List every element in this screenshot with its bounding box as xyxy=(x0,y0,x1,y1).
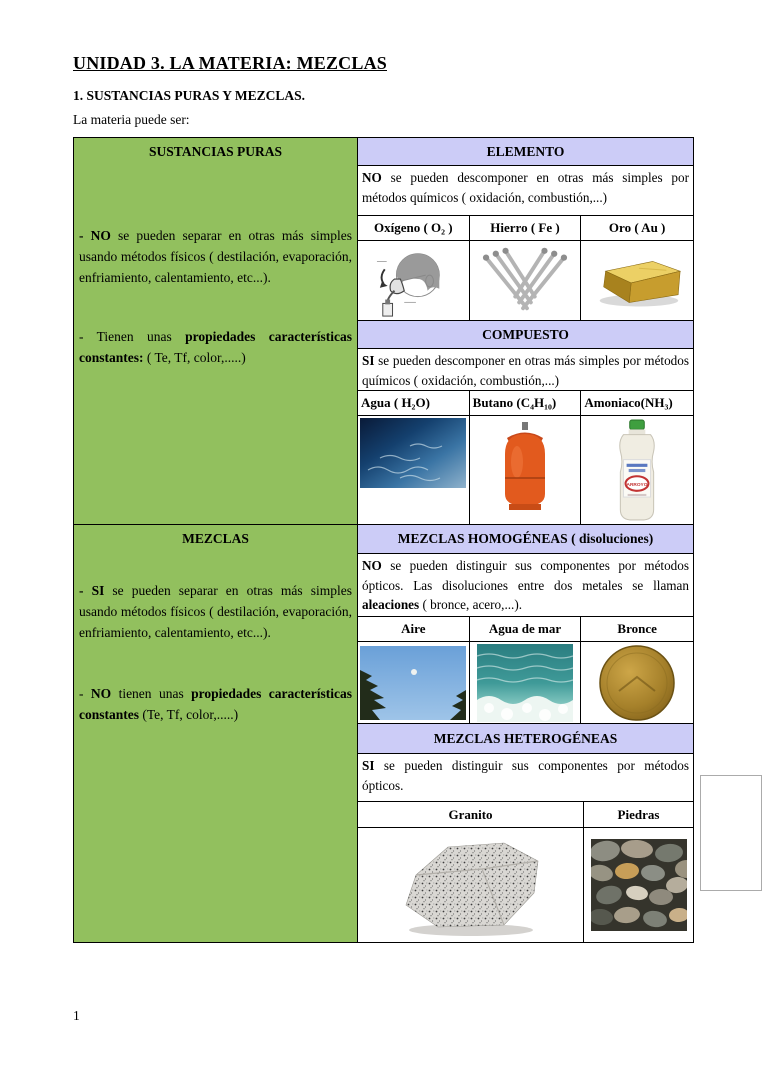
mezclas-paragraph-1 xyxy=(74,581,357,644)
elemento-column-headers xyxy=(358,216,693,241)
elemento-description xyxy=(358,166,693,216)
bold-si: SI xyxy=(362,353,375,368)
bold-aleaciones: aleaciones xyxy=(362,597,420,613)
right-column xyxy=(358,138,693,942)
hierro-label: Hierro ( Fe ) xyxy=(470,216,582,240)
paragraph-text: (Te, Tf, color,.....) xyxy=(139,706,239,722)
paragraph-text: se pueden separar en otras más simples usando métodos físicos ( destilación, evaporación, enfriamiento, calentamiento, etc...). xyxy=(79,228,353,285)
bold-no: NO xyxy=(362,558,382,573)
butano-label: Butano (C₄H₁₀) xyxy=(470,391,582,415)
piedras-label: Piedras xyxy=(617,806,660,822)
intro-text: La materia puede ser: xyxy=(73,112,190,127)
sustancias-puras-paragraph-2 xyxy=(74,327,357,369)
sustancias-puras-cell xyxy=(74,138,357,525)
water-surface-photo xyxy=(358,416,470,524)
paragraph-text: - xyxy=(79,685,91,701)
agua-de-mar-label: Agua de mar xyxy=(470,617,582,641)
oro-label: Oro ( Au ) xyxy=(608,220,666,235)
heterogeneas-description xyxy=(358,754,693,802)
description-text: se pueden distinguir sus componentes por métodos ópticos. Las disoluciones entre dos metales se llaman xyxy=(362,558,689,593)
heterogeneas-column-headers xyxy=(358,802,693,828)
heterogeneas-header: MEZCLAS HETEROGÉNEAS xyxy=(358,724,693,754)
description-text: se pueden descomponer en otras más simples por métodos químicos ( oxidación, combustión,...) xyxy=(362,353,689,388)
aire-label: Aire xyxy=(358,617,470,641)
butane-cylinder-photo xyxy=(470,416,582,524)
sustancias-puras-paragraph-1 xyxy=(74,226,357,289)
compuesto-description xyxy=(358,349,693,391)
gold-ingot-photo xyxy=(581,241,693,320)
homogeneas-images-row xyxy=(358,642,693,724)
mezclas-cell xyxy=(74,525,357,942)
mezclas-header: MEZCLAS xyxy=(182,531,249,546)
sea-water-photo xyxy=(470,642,582,723)
compuesto-header: COMPUESTO xyxy=(358,321,693,349)
bold-propiedades: propiedades características constantes xyxy=(79,685,352,722)
bold-propiedades: propiedades características constantes: xyxy=(79,328,352,365)
bold-no: NO xyxy=(90,685,112,701)
left-column xyxy=(74,138,358,942)
bold-si: - SI xyxy=(79,583,105,598)
homogeneas-header: MEZCLAS HOMOGÉNEAS ( disoluciones) xyxy=(358,525,693,554)
oxigeno-label: Oxígeno ( O₂ ) xyxy=(358,216,470,240)
empty-side-box xyxy=(700,775,762,891)
section-heading: 1. SUSTANCIAS PURAS Y MEZCLAS. xyxy=(73,88,306,103)
paragraph-text: - Tienen unas xyxy=(79,328,186,344)
elemento-header: ELEMENTO xyxy=(358,138,693,166)
homogeneas-column-headers xyxy=(358,617,693,642)
elemento-images-row xyxy=(358,241,693,321)
homogeneas-description xyxy=(358,554,693,617)
heterogeneas-images-row xyxy=(358,828,693,942)
description-text: se pueden distinguir sus componentes por métodos ópticos. xyxy=(362,758,689,793)
sustancias-puras-header: SUSTANCIAS PURAS xyxy=(149,144,282,159)
mezclas-paragraph-2 xyxy=(74,684,357,726)
compuesto-column-headers xyxy=(358,391,693,416)
iron-nails-photo xyxy=(470,241,582,320)
description-text: se pueden descomponer en otras más simples por métodos químicos ( oxidación, combustión,...) xyxy=(362,170,689,205)
description-text: ( bronce, acero,...). xyxy=(419,597,523,613)
agua-label: Agua ( H₂O) xyxy=(358,391,470,415)
page-title: UNIDAD 3. LA MATERIA: MEZCLAS xyxy=(73,53,387,73)
amoniaco-label: Amoniaco(NH₃) xyxy=(584,395,673,410)
paragraph-text: tienen unas xyxy=(111,685,192,701)
compuesto-images-row xyxy=(358,416,693,525)
bronce-label: Bronce xyxy=(617,621,657,636)
page-number: 1 xyxy=(73,1008,80,1023)
paragraph-text: ( Te, Tf, color,.....) xyxy=(143,349,246,365)
oxygen-mask-figure xyxy=(358,241,470,320)
bronze-disc-photo xyxy=(581,642,693,723)
granito-label: Granito xyxy=(358,802,584,827)
classification-table xyxy=(73,137,694,943)
svg-text:ARROYO: ARROYO xyxy=(626,483,648,489)
sky-photo xyxy=(358,642,470,723)
bold-no: NO xyxy=(362,170,382,185)
pebbles-photo xyxy=(584,828,693,942)
bold-si: SI xyxy=(362,758,375,773)
ammonia-bottle-photo xyxy=(581,416,693,524)
bold-no: - NO xyxy=(79,228,111,243)
granite-rock-photo xyxy=(358,828,584,942)
paragraph-text: se pueden separar en otras más simples usando métodos físicos ( destilación, evaporación, enfriamiento, calentamiento, etc...). xyxy=(79,583,352,640)
